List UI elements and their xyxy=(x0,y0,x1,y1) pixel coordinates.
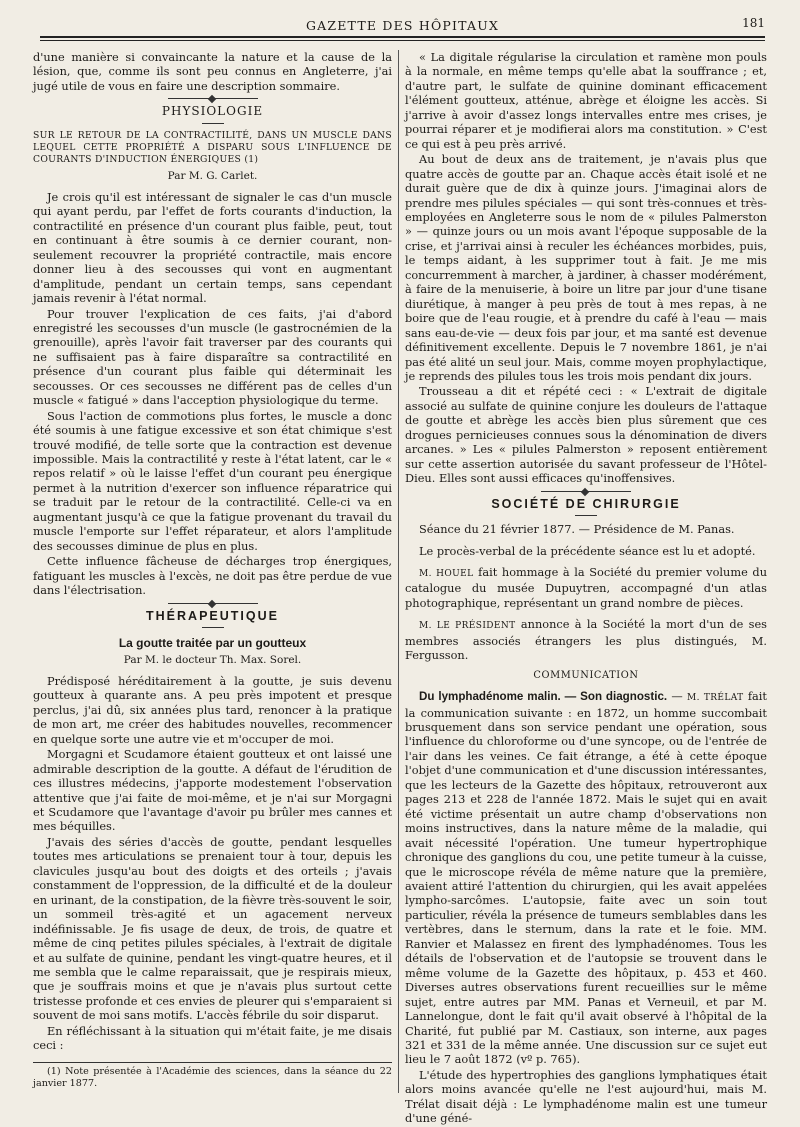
footnote-rule xyxy=(33,1062,392,1063)
houel-paragraph: M. HOUEL fait hommage à la Société du premier volume du catalogue du musée Dupuytren, accompagné d'un atlas photographique, représentant un grand nombre de pièces. xyxy=(405,564,768,610)
article-title-goutte: La goutte traitée par un goutteux xyxy=(118,636,307,651)
paragraph: En réfléchissant à la situation qui m'était faite, je me disais ceci : xyxy=(33,1023,392,1053)
article-author-carlet: Par M. G. Carlet. xyxy=(167,170,258,183)
president-paragraph: M. LE PRÉSIDENT annonce à la Société la mort d'un de ses membres associés étrangers les plus distingués, M. Fergusson. xyxy=(405,617,767,663)
paragraph: Morgagni et Scudamore étaient goutteux et ont laissé une admirable description de la goutte. A défaut de l'érudition de ces illustres médecins, j'apporte modestement l'observation attentive que j'ai faite de moi-même, et je n'ai sur Morgagni et Scudamore que l'avantage d'avoir pu brûler mes cannes et mes béquilles. xyxy=(33,747,392,834)
left-column xyxy=(33,50,392,1091)
speaker-name: M. TRÉLAT xyxy=(687,693,744,704)
page-number: 181 xyxy=(742,16,765,30)
communication-paragraph: Du lymphadénome malin. — Son diagnostic. — M. TRÉLAT fait la communication suivante : en 1872, un homme succombait brusquement dans son service pendant une opération, sous l'influence du chloroforme ou d'une syncope, ou de l'entrée de l'air dans les veines. Ce fait étrange, a été à cette époque l'objet d'une communication et d'une discussion intéressantes, que les lecteurs de la Gazette des hôpitaux, retrouveront aux pages 213 et 228 de l'année 1872. Mais le sujet qui en avait été victime présentait un autre champ d'observations non moins instructives, dans la nature même de la maladie, qui avait nécessité l'opération. Une tumeur hypertrophique chronique des ganglions du cou, une petite tumeur à la cuisse, que le microscope révéla de même nature que la première, avaient attiré l'attention du chirurgien, qui les avait appelées lympho-sarcômes. L'autopsie, faite avec un soin tout particulier, révéla la présence de tumeurs semblables dans les vertèbres, dans le sternum, dans la rate et le foie. MM. Ranvier et Malassez en firent des lymphadénomes. Tous les détails de l'observation et de l'autopsie se trouvent dans le même volume de la Gazette des hôpitaux, p. 453 et 460. Diverses autres observations furent recueillies sur le même sujet, entre autres par MM. Panas et Verneuil, et par M. Lannelongue, dont le fait qu'il avait observé à l'hôpital de la Charité, fut publié par M. Castiaux, son interne, aux pages 321 et 331 de la même année. Une discussion sur ce sujet eut lieu le 7 août 1872 (vº p. 765). xyxy=(405,689,767,1067)
footnote: (1) Note présentée à l'Académie des sciences, dans la séance du 22 janvier 1877. xyxy=(33,1065,392,1089)
intro-paragraph: d'une manière si convaincante la nature et la cause de la lésion, que, comme ils sont peu connus en Angleterre, j'ai jugé utile de vous en faire une description sommaire. xyxy=(33,50,392,93)
paragraph: « La digitale régularise la circulation et ramène mon pouls à la normale, en même temps qu'elle abat la souffrance ; et, d'autre part, le sulfate de quinine dominant efficacement l'élément goutteux, atténue, abrège et éloigne les accès. Si j'arrive à avoir d'assez longs intervalles entre mes crises, je pourrai réparer et je modifierai alors ma constitution. » C'est ce qui est à peu près arrivé. xyxy=(405,50,767,151)
page-header xyxy=(40,16,765,44)
section-heading-physiologie: PHYSIOLOGIE xyxy=(161,104,264,119)
short-rule xyxy=(575,515,597,516)
paragraph: Sous l'action de commotions plus fortes, le muscle a donc été soumis à une fatigue excessive et son état chimique s'est trouvé modifié, de telle sorte que la contraction est devenue impossible. Mais la contractilité y reste à l'état latent, car le « repos relatif » où le laisse l'effet d'un courant peu énergique permet à la nutrition d'exercer son influence réparatrice qui se traduit par le retour de la contractilité. Celle-ci va en augmentant jusqu'à ce que la fatigue provenant du travail du muscle l'emporte sur l'effet réparateur, et alors l'amplitude des secousses diminue de plus en plus. xyxy=(33,408,392,553)
paragraph: Pour trouver l'explication de ces faits, j'ai d'abord enregistré les secousses d'un muscle (le gastrocnémien de la grenouille), après l'avoir fait traverser par des courants qui ne suffisaient pas à faire disparaître sa contractilité en présence d'un courant plus faible qui déterminait les secousses. Or ces secousses ne différent pas de celles d'un muscle « fatigué » dans l'acception physiologique du terme. xyxy=(33,306,392,408)
journal-title: GAZETTE DES HÔPITAUX xyxy=(305,18,500,33)
header-rule-thin xyxy=(40,40,765,41)
short-rule xyxy=(202,627,224,628)
right-column xyxy=(405,50,767,1127)
column-divider xyxy=(398,50,399,1093)
paragraph: Je crois qu'il est intéressant de signaler le cas d'un muscle qui ayant perdu, par l'effet de forts courants d'induction, la contractilité en présence d'un courant plus faible, peut, tout en continuant à être soumis à ce dernier courant, non-seulement recouvrer la propriété contractile, mais encore donner lieu à des secousses qui vont en augmentant d'amplitude, pendant un certain temps, sans cependant jamais revenir à l'état normal. xyxy=(33,189,392,306)
article-title-physiologie: SUR LE RETOUR DE LA CONTRACTILITÉ, DANS UN MUSCLE DANS LEQUEL CETTE PROPRIÉTÉ A DISPARU SOUS L'INFLUENCE DE COURANTS D'INDUCTION ÉNERGIQUES (1) xyxy=(33,129,392,166)
paragraph: Trousseau a dit et répété ceci : « L'extrait de digitale associé au sulfate de quinine conjure les douleurs de l'attaque de goutte et abrège les accès bien plus sûrement que ces drogues pernicieuses connues sous la dénomination de divers arcanes. » Les « pilules Palmerston » reposent entièrement sur cette assertion autorisée du savant professeur de l'Hôtel-Dieu. Elles sont aussi efficaces qu'inoffensives. xyxy=(405,384,767,486)
speaker-name: M. HOUEL xyxy=(419,568,474,579)
paragraph: Au bout de deux ans de traitement, je n'avais plus que quatre accès de goutte par an. Chaque accès était isolé et ne durait guère que de dix à quinze jours. J'imaginai alors de prendre mes pilules spéciales — qui sont très-connues et très-employées en Angleterre sous le nom de « pilules Palmerston » — quinze jours ou un mois avant l'époque supposable de la crise, et j'arrivai ainsi à reculer les échéances morbides, puis, le temps aidant, à les supprimer tout à fait. Je me mis concurremment à marcher, à jardiner, à chasser modérément, à faire de la menuiserie, à boire un litre par jour d'une tisane diurétique, à manger à peu près de tout à mes repas, à ne boire que de l'eau rougie, et à prendre du café à l'eau — mais sans eau-de-vie — deux fois par jour, et ma santé est devenue définitivement excellente. Depuis le 7 novembre 1861, je n'ai pas été alité un seul jour. Mais, comme moyen prophylactique, je reprends des pilules tous les trois mois pendant dix jours. xyxy=(405,152,767,383)
section-heading-societe: SOCIÉTÉ DE CHIRURGIE xyxy=(491,496,681,511)
section-separator xyxy=(168,98,258,99)
header-rule xyxy=(40,36,765,38)
article-author-sorel: Par M. le docteur Th. Max. Sorel. xyxy=(123,654,302,667)
paragraph: J'avais des séries d'accès de goutte, pendant lesquelles toutes mes articulations se prenaient tour à tour, depuis les clavicules jusqu'au bout des doigts et des orteils ; j'avais constamment de l'oppression, de la difficulté et de la douleur en urinant, de la constipation, de la fièvre très-souvent le soir, un sommeil très-agité et un agacement nerveux indéfinissable. Je fis usage de deux, de trois, de quatre et même de cinq petites pilules spéciales, à l'extrait de digitale et au sulfate de quinine, pendant les vingt-quatre heures, et il me sembla que le calme reparaissait, que je respirais mieux, que je souffrais moins et que je n'avais plus surtout cette tristesse profonde et ces envies de pleurer qui s'emparaient si souvent de moi sans motifs. L'accès fébrile du soir disparut. xyxy=(33,834,392,1023)
communication-heading: COMMUNICATION xyxy=(533,669,639,681)
section-separator xyxy=(168,603,258,604)
short-rule xyxy=(202,123,224,124)
section-heading-therapeutique: THÉRAPEUTIQUE xyxy=(146,608,279,623)
proces-verbal: Le procès-verbal de la précédente séance est lu et adopté. xyxy=(419,543,756,558)
paragraph: Prédisposé héréditairement à la goutte, je suis devenu goutteux à quarante ans. A peu près impotent et presque perclus, j'ai dû, six années plus tard, renoncer à la pratique de mon art, me créer des habitudes nouvelles, recommencer en quelque sorte une autre vie et m'occuper de moi. xyxy=(33,673,392,746)
paragraph: L'étude des hypertrophies des ganglions lymphatiques était alors moins avancée qu'elle ne l'est aujourd'hui, mais M. Trélat disait déjà : Le lymphadénome malin est une tumeur d'une géné- xyxy=(405,1067,767,1126)
seance-line: Séance du 21 février 1877. — Présidence de M. Panas. xyxy=(419,522,735,537)
communication-title: Du lymphadénome malin. — Son diagnostic. xyxy=(419,690,668,704)
speaker-name: M. LE PRÉSIDENT xyxy=(419,621,516,632)
paragraph: Cette influence fâcheuse de décharges trop énergiques, fatiguant les muscles à l'excès, ne doit pas être perdue de vue dans l'électrisation. xyxy=(33,554,392,598)
section-separator xyxy=(541,491,631,492)
